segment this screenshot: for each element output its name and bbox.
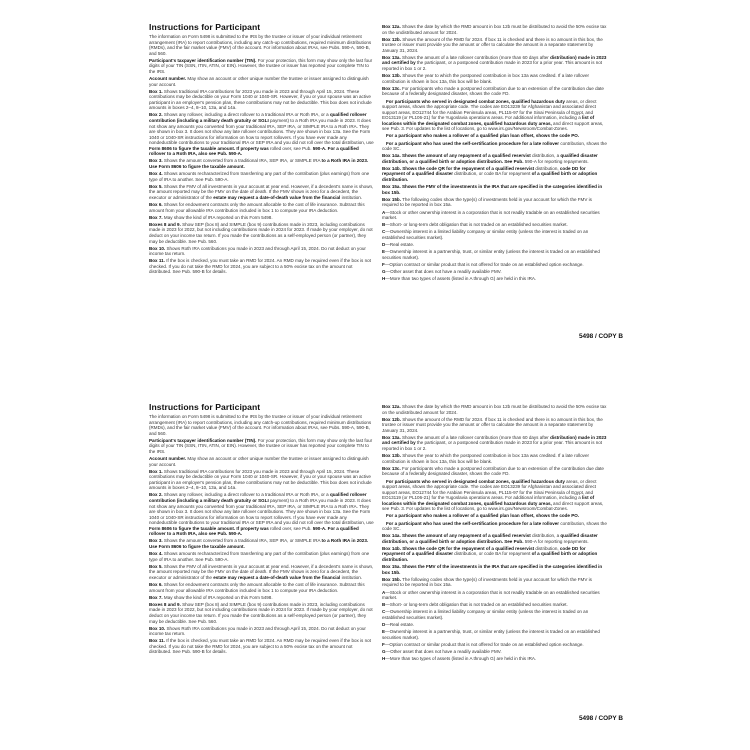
paragraph-lead: Box 3.	[149, 538, 163, 544]
instruction-paragraph	[382, 656, 608, 662]
body-text: 590-A for reporting repayments.	[523, 158, 589, 164]
instruction-paragraph	[382, 629, 608, 640]
paragraph-lead: D	[382, 242, 386, 248]
paragraph-lead: H	[382, 656, 386, 662]
body-text: —More than two types of assets (listed in A through G) are held in this IRA.	[385, 656, 537, 662]
instruction-paragraph	[382, 417, 608, 434]
paragraph-lead: Account number.	[149, 456, 187, 462]
page-title: Instructions for Participant	[149, 22, 261, 32]
emphasized-text: Form 8606 to figure the taxable amount. If property was	[149, 145, 269, 151]
paragraph-lead: Participant's taxpayer identification number (TIN).	[149, 437, 257, 443]
instruction-paragraph	[149, 202, 375, 213]
instruction-paragraph	[149, 414, 375, 436]
body-text: May show an account or other unique number the trustee or issuer assigned to distinguish your account.	[149, 76, 369, 87]
body-text: —Other asset that does not have a readily available FMV.	[385, 649, 502, 655]
body-text: If the box is checked, you must take an RMD for 2024. An RMD may be required even if the box is not checked. If you do not take the RMD for 2024, you are subject to a 50% excise tax on the amount not distributed. See Pub. 590-B for details.	[149, 258, 371, 275]
emphasized-text: list of locations within the designated combat zones, qualified hazardous duty areas,	[382, 495, 595, 506]
instruction-paragraph	[149, 258, 375, 275]
body-text: distribution, a	[530, 153, 561, 159]
body-text: —Short- or long-term debt obligation that is not traded on an established securities market.	[385, 222, 568, 228]
right-paragraphs	[382, 404, 608, 662]
body-text: Shows the amount of the RMD for 2024. If box 11 is checked and there is no amount in this box, the trustee or issuer must provide you the amount or offer to calculate the amount in a separate statement by January 31, 2024.	[382, 36, 603, 53]
instruction-paragraph	[382, 55, 608, 72]
body-text: Shows any rollover, including a direct rollover to a traditional IRA or Roth IRA, or a	[162, 492, 330, 498]
paragraph-lead: Box 4.	[149, 171, 163, 177]
instruction-paragraph	[382, 166, 608, 183]
paragraph-lead: Box 11.	[149, 258, 165, 264]
paragraph-lead: Box 10.	[149, 625, 166, 631]
paragraph-lead: Box 5.	[149, 563, 163, 569]
instruction-paragraph	[149, 76, 375, 87]
body-text: The information on Form 5498 is submitted to the IRS by the trustee or issuer of your individual retirement arrangement (IRA) to report contributions, including any catch-up contributions, required minimum distributions (RMDs), and the fair market value (FMV) of the account. For information about IRAs, see Pubs. 590-A, 590-B, and 560.	[149, 34, 372, 56]
instruction-paragraph	[149, 469, 375, 491]
emphasized-text: Form 8606 to figure the taxable amount. If property was	[149, 525, 269, 531]
instruction-paragraph	[382, 269, 608, 275]
instruction-paragraph	[149, 602, 375, 624]
instruction-paragraph	[149, 626, 375, 637]
instruction-paragraph	[382, 73, 608, 84]
body-text: Shows Roth IRA contributions you made in 2023 and through April 15, 2024. Do not deduct on your income tax return.	[149, 625, 366, 637]
emphasized-text: Shows the code QR for the repayment of a qualified reservist	[400, 165, 535, 171]
form-copy-label: 5498 / COPY B	[579, 333, 623, 340]
body-text: Show SEP (box 8) and SIMPLE (box 9) contributions made in 2023, including contributions made in 2023 for 2022, but not including contributions made in 2024 for 2023. If made by your employer, do not deduct on your income tax return. If you made the contributions as a self-employed person (or partner), they may be deductible. See Pub. 560.	[149, 601, 373, 624]
body-text: For participants who made a postponed contribution due to an extension of the contribution due date because of a federally designated disaster, shows the code FD.	[382, 85, 604, 97]
emphasized-text: qualified disaster distribution, or a qualified birth or adoption distribution. See Pub.	[382, 533, 598, 544]
body-text: Shows traditional IRA contributions for 2023 you made in 2023 and through April 15, 2024. These contributions may be deductible on your Form 1040 or 1040-SR. However, if you or your spouse was an active participant in an employer's pension plan, these contributions may not be deductible. This box does not include amounts in boxes 2–4, 8–10, 13a, and 14a.	[149, 468, 372, 491]
body-text: Shows for endowment contracts only the amount allocable to the cost of life insurance. Subtract this amount from your allowable IRA contribution included in box 1 to compute your IRA deduction.	[149, 202, 365, 213]
instruction-paragraph	[149, 551, 375, 562]
body-text: —Ownership interest in a partnership, trust, or similar entity (unless the interest is traded on an established securities market).	[382, 249, 600, 260]
paragraph-lead: B	[382, 602, 386, 608]
body-text: areas, or direct support areas, shows the appropriate code. The codes are EO13239 for Afghanistan and associated direct support areas, EO12744 for the Arabian Peninsula areas, PL115-97 for the Sinai Peninsula of Egypt, and EO13119 (or PL106-21) for the Yugoslavia operations areas. For additional information, including a	[382, 478, 597, 501]
paragraph-lead: Box 4.	[149, 551, 163, 557]
emphasized-text: to a Roth IRA in 2023. Use Form 8606 to figure the taxable amount.	[149, 538, 369, 549]
body-text: payment) to a Roth IRA you made in 2023. It does not show any amounts you converted from your traditional IRA, SEP IRA, or SIMPLE IRA to a Roth IRA. They are shown in box 3. It does not show any late rollover contributions. They are shown in box 13a. See the Form 1040 or 1040-SR instructions for information on how to report rollovers. If you have ever made any nondeductible contributions to your traditional IRA or SEP IRA and you did not roll over the total distribution, use	[149, 498, 374, 526]
emphasized-text: to a Roth IRA in 2023. Use Form 8606 to figure the taxable amount.	[149, 158, 369, 169]
instruction-paragraph	[382, 577, 608, 588]
paragraph-lead: Boxes 8 and 9.	[149, 221, 181, 227]
paragraph-lead: A	[382, 589, 386, 595]
body-text: Shows for endowment contracts only the amount allocable to the cost of life insurance. Subtract this amount from your allowable IRA contribution included in box 1 to compute your IRA deduction.	[149, 582, 365, 593]
body-text: distribution, or code BA for repayment	[453, 171, 532, 177]
paragraph-lead: Box 13c.	[382, 465, 401, 471]
instruction-paragraph	[382, 249, 608, 260]
instruction-paragraph	[382, 141, 608, 152]
body-text: Shows the date by which the RMD amount in box 12b must be distributed to avoid the 50% excise tax on the undistributed amount for 2024.	[382, 24, 607, 35]
left-paragraphs	[149, 34, 375, 275]
instruction-paragraph	[382, 86, 608, 97]
instruction-paragraph	[382, 479, 608, 512]
emphasized-text: Shows the amount of any repayment of a qualified reservist	[400, 533, 531, 539]
instruction-paragraph	[149, 222, 375, 244]
body-text: The following codes show the type(s) of investments held in your account for which the FMV is required to be reported in box 15a.	[382, 576, 592, 588]
body-text: contribution, shows the code SC.	[382, 140, 607, 152]
instruction-paragraph	[382, 649, 608, 655]
paragraph-lead: C	[382, 229, 386, 235]
paragraph-lead: Boxes 8 and 9.	[149, 601, 181, 607]
paragraph-lead: Box 1.	[149, 468, 163, 474]
left-column	[149, 402, 375, 657]
emphasized-text: of a qualified birth or adoption distribution.	[382, 171, 598, 183]
emphasized-text: qualified disaster distribution, or a qualified birth or adoption distribution. See Pub.	[382, 153, 598, 164]
emphasized-text: list of locations within the designated combat zones, qualified hazardous duty areas,	[382, 115, 595, 126]
paragraph-lead: B	[382, 222, 386, 228]
instruction-paragraph	[382, 602, 608, 608]
body-text: Shows the date by which the RMD amount in box 12b must be distributed to avoid the 50% excise tax on the undistributed amount for 2024.	[382, 404, 607, 415]
paragraph-lead: Box 13c.	[382, 85, 401, 91]
body-text: Shows traditional IRA contributions for 2023 you made in 2023 and through April 15, 2024. These contributions may be deductible on your Form 1040 or 1040-SR. However, if you or your spouse was an active participant in an employer's pension plan, these contributions may not be deductible. This box does not include amounts in boxes 2–4, 8–10, 13a, and 14a.	[149, 88, 372, 111]
instruction-paragraph	[382, 197, 608, 208]
paragraph-lead: Box 13a.	[382, 54, 401, 60]
right-paragraphs	[382, 24, 608, 282]
instruction-paragraph	[382, 609, 608, 620]
body-text: —Real estate.	[385, 622, 415, 628]
emphasized-text: Shows the FMV of the investments in the IRA that are specified in the categories identified in box 15b.	[382, 184, 603, 195]
body-text: rolled over, see Pub.	[268, 145, 313, 151]
body-text: distribution, a	[530, 533, 561, 539]
body-text: and direct support areas, see Pub. 3. For updates to the list of locations, go to www.irs.gov/Newsroom/Combat-Zones.	[382, 500, 604, 512]
paragraph-lead: Box 14a.	[382, 533, 401, 539]
body-text: 590-A for reporting repayments.	[523, 538, 589, 544]
instruction-paragraph	[149, 171, 375, 182]
paragraph-lead: D	[382, 622, 386, 628]
instruction-paragraph	[149, 638, 375, 655]
body-text: contribution, shows the code SC.	[382, 520, 607, 532]
body-text: —Ownership interest in a limited liability company or similar entity (unless the interest is traded on an established securities market).	[382, 229, 589, 240]
instruction-paragraph	[382, 564, 608, 575]
paragraph-lead: Box 14b.	[382, 165, 401, 171]
instruction-paragraph	[149, 438, 375, 455]
right-column	[382, 404, 608, 663]
instruction-paragraph	[149, 89, 375, 111]
paragraph-lead: F	[382, 261, 385, 267]
paragraph-lead: Box 6.	[149, 582, 163, 588]
body-text: institution.	[340, 194, 363, 200]
emphasized-text: For participants who served in designated combat zones, qualified hazardous duty	[386, 98, 565, 104]
emphasized-text: Shows the FMV of the investments in the IRA that are specified in the categories identified in box 15b.	[382, 564, 603, 575]
body-text: For participants who made a postponed contribution due to an extension of the contribution due date because of a federally designated disaster, shows the code FD.	[382, 465, 604, 477]
body-text: —More than two types of assets (listed in A through G) are held in this IRA.	[385, 276, 537, 282]
instruction-paragraph	[382, 404, 608, 415]
body-text: Show SEP (box 8) and SIMPLE (box 9) contributions made in 2023, including contributions made in 2023 for 2022, but not including contributions made in 2024 for 2023. If made by your employer, do not deduct on your income tax return. If you made the contributions as a self-employed person (or partner), they may be deductible. See Pub. 560.	[149, 221, 373, 244]
body-text: Shows the year to which the postponed contribution in box 13a was credited. If a late rollover contribution is shown in box 13a, this box will be blank.	[382, 73, 590, 84]
paragraph-lead: Box 10.	[149, 245, 166, 251]
paragraph-lead: Box 2.	[149, 112, 163, 118]
instruction-paragraph	[149, 456, 375, 467]
body-text: —Other asset that does not have a readily available FMV.	[385, 269, 502, 275]
paragraph-lead: Box 12b.	[382, 36, 401, 42]
body-text: the participant, or a postponed contribution made in 2023 for a prior year. This amount is not reported in box 1 or 2.	[382, 440, 603, 452]
body-text: The information on Form 5498 is submitted to the IRS by the trustee or issuer of your individual retirement arrangement (IRA) to report contributions, including any catch-up contributions, required minimum distributions (RMDs), and the fair market value (FMV) of the account. For information about IRAs, see Pubs. 590-A, 590-B, and 560.	[149, 414, 372, 436]
body-text: If the box is checked, you must take an RMD for 2024. An RMD may be required even if the box is not checked. If you do not take the RMD for 2024, you are subject to a 50% excise tax on the amount not distributed. See Pub. 590-B for details.	[149, 638, 371, 655]
instruction-paragraph	[382, 590, 608, 601]
body-text: —Short- or long-term debt obligation that is not traded on an established securities market.	[385, 602, 568, 608]
instruction-paragraph	[149, 58, 375, 75]
instruction-paragraph	[382, 533, 608, 544]
instruction-paragraph	[382, 229, 608, 240]
instruction-paragraph	[382, 99, 608, 132]
paragraph-lead: H	[382, 276, 386, 282]
body-text: and direct support areas, see Pub. 3. For updates to the list of locations, go to www.irs.gov/Newsroom/Combat-Zones.	[382, 120, 604, 132]
body-text: For your protection, this form may show only the last four digits of your TIN (SSN, ITIN, ATIN, or EIN). However, the trustee or issuer has reported your complete TIN to the IRS.	[149, 437, 373, 454]
body-text: Shows amounts recharacterized from transferring any part of the contribution (plus earnings) from one type of IRA to another. See Pub. 590-A.	[149, 171, 370, 182]
body-text: Shows the amount converted from a traditional IRA, SEP IRA, or SIMPLE IRA	[162, 538, 322, 544]
body-text: Shows the amount of a late rollover contribution (more than 60 days after	[400, 434, 551, 440]
instruction-paragraph	[149, 184, 375, 201]
paragraph-lead: Box 6.	[149, 202, 163, 208]
instruction-paragraph	[382, 466, 608, 477]
paragraph-lead: Account number.	[149, 76, 187, 82]
paragraph-lead: Box 14a.	[382, 153, 401, 159]
instruction-paragraph	[382, 24, 608, 35]
right-column	[382, 24, 608, 283]
body-text: Shows the FMV of all investments in your account at year end. However, if a decedent's name is shown, the amount reported may be the FMV on the date of death. If the FMV shown is zero for a decedent, the executor or administrator of the	[149, 183, 374, 200]
instruction-paragraph	[149, 34, 375, 56]
emphasized-text: Shows the code QR for the repayment of a qualified reservist	[400, 545, 535, 551]
instruction-paragraph	[382, 521, 608, 532]
body-text: Shows Roth IRA contributions you made in 2023 and through April 15, 2024. Do not deduct on your income tax return.	[149, 245, 366, 257]
instruction-paragraph	[149, 582, 375, 593]
paragraph-lead: C	[382, 609, 386, 615]
body-text: the participant, or a postponed contribution made in 2023 for a prior year. This amount is not reported in box 1 or 2.	[382, 60, 603, 72]
emphasized-text: For participants who served in designated combat zones, qualified hazardous duty	[386, 478, 565, 484]
body-text: —Stock or other ownership interest in a corporation that is not readily tradable on an established securities market.	[382, 209, 600, 221]
paragraph-lead: Box 7.	[149, 594, 163, 600]
paragraph-lead: Box 15b.	[382, 576, 401, 582]
emphasized-text: Shows the amount of any repayment of a qualified reservist	[400, 153, 531, 159]
emphasized-text: 590-A. For a qualified rollover to a Roth IRA, also see Pub. 590-A.	[149, 145, 359, 157]
body-text: distribution,	[534, 545, 560, 551]
emphasized-text: code DD for repayment of a qualified disaster	[382, 545, 586, 557]
instruction-paragraph	[382, 210, 608, 221]
paragraph-lead: Box 13b.	[382, 453, 401, 459]
paragraph-lead: Box 14b.	[382, 545, 401, 551]
instruction-paragraph	[149, 564, 375, 581]
emphasized-text: distribution) made in 2023 and certified by	[382, 54, 607, 66]
instruction-paragraph	[149, 595, 375, 601]
paragraph-lead: E	[382, 249, 386, 255]
instruction-paragraph	[382, 513, 608, 519]
paragraph-lead: E	[382, 629, 386, 635]
instruction-paragraph	[149, 158, 375, 169]
paragraph-lead: Box 12b.	[382, 416, 401, 422]
paragraph-lead: G	[382, 269, 386, 275]
body-text: —Stock or other ownership interest in a corporation that is not readily tradable on an established securities market.	[382, 589, 600, 601]
paragraph-lead: Box 2.	[149, 492, 163, 498]
emphasized-text: code DD for repayment of a qualified disaster	[382, 165, 586, 177]
body-text: Shows the amount of a late rollover contribution (more than 60 days after	[400, 54, 551, 60]
body-text: Shows any rollover, including a direct rollover to a traditional IRA or Roth IRA, or a	[162, 112, 330, 118]
body-text: —Option contract or similar product that is not offered for trade on an established option exchange.	[384, 641, 584, 647]
instruction-paragraph	[382, 276, 608, 282]
body-text: —Option contract or similar product that is not offered for trade on an established option exchange.	[384, 261, 584, 267]
instruction-paragraph	[382, 435, 608, 452]
body-text: areas, or direct support areas, shows the appropriate code. The codes are EO13239 for Afghanistan and associated direct support areas, EO12744 for the Arabian Peninsula areas, PL115-97 for the Sinai Peninsula of Egypt, and EO13119 (or PL106-21) for the Yugoslavia operations areas. For additional information, including a	[382, 98, 597, 121]
emphasized-text: For a participant who makes a rollover of a qualified plan loan offset, shows the code PO.	[386, 133, 580, 139]
instruction-paragraph	[382, 642, 608, 648]
emphasized-text: For a participant who makes a rollover of a qualified plan loan offset, shows the code PO.	[386, 513, 580, 519]
paragraph-lead: Participant's taxpayer identification number (TIN).	[149, 57, 257, 63]
left-column	[149, 22, 375, 277]
left-paragraphs	[149, 414, 375, 655]
body-text: Shows the FMV of all investments in your account at year end. However, if a decedent's name is shown, the amount reported may be the FMV on the date of death. If the FMV shown is zero for a decedent, the executor or administrator of the	[149, 563, 374, 580]
paragraph-lead: Box 5.	[149, 183, 163, 189]
body-text: Shows amounts recharacterized from transferring any part of the contribution (plus earnings) from one type of IRA to another. See Pub. 590-A.	[149, 551, 370, 562]
instruction-paragraph	[382, 222, 608, 228]
emphasized-text: estate may request a date-of-death value from the financial	[213, 574, 341, 580]
instruction-paragraph	[382, 37, 608, 54]
body-text: Shows the amount of the RMD for 2024. If box 11 is checked and there is no amount in this box, the trustee or issuer must provide you the amount or offer to calculate the amount in a separate statement by January 31, 2024.	[382, 416, 603, 433]
emphasized-text: For a participant who has used the self-certification procedure for a late rollover	[386, 140, 560, 146]
paragraph-lead: A	[382, 209, 386, 215]
body-text: distribution, or code BA for repayment	[453, 551, 532, 557]
emphasized-text: qualified rollover contribution (including a military death gratuity or SGLI	[149, 112, 367, 124]
body-text: —Ownership interest in a limited liability company or similar entity (unless the interest is traded on an established securities market).	[382, 609, 589, 620]
emphasized-text: For a participant who has used the self-certification procedure for a late rollover	[386, 520, 560, 526]
instruction-paragraph	[149, 492, 375, 536]
paragraph-lead: Box 1.	[149, 88, 163, 94]
body-text: For your protection, this form may show only the last four digits of your TIN (SSN, ITIN, ATIN, or EIN). However, the trustee or issuer has reported your complete TIN to the IRS.	[149, 57, 373, 74]
instruction-paragraph	[149, 112, 375, 156]
form-copy-label: 5498 / COPY B	[579, 715, 623, 722]
body-text: Shows the year to which the postponed contribution in box 13a was credited. If a late rollover contribution is shown in box 13a, this box will be blank.	[382, 453, 590, 464]
body-text: May show the kind of IRA reported on this Form 5498.	[162, 594, 273, 600]
body-text: payment) to a Roth IRA you made in 2023. It does not show any amounts you converted from your traditional IRA, SEP IRA, or SIMPLE IRA to a Roth IRA. They are shown in box 3. It does not show any late rollover contributions. They are shown in box 13a. See the Form 1040 or 1040-SR instructions for information on how to report rollovers. If you have ever made any nondeductible contributions to your traditional IRA or SEP IRA and you did not roll over the total distribution, use	[149, 118, 374, 146]
body-text: Shows the amount converted from a traditional IRA, SEP IRA, or SIMPLE IRA	[162, 158, 322, 164]
paragraph-lead: Box 13b.	[382, 73, 401, 79]
emphasized-text: 590-A. For a qualified rollover to a Roth IRA, also see Pub. 590-A.	[149, 525, 359, 537]
body-text: The following codes show the type(s) of investments held in your account for which the FMV is required to be reported in box 15a.	[382, 196, 592, 208]
emphasized-text: of a qualified birth or adoption distribution.	[382, 551, 598, 563]
paragraph-lead: Box 13a.	[382, 434, 401, 440]
instruction-paragraph	[382, 546, 608, 563]
paragraph-lead: Box 15a.	[382, 184, 401, 190]
instruction-paragraph	[149, 215, 375, 221]
body-text: rolled over, see Pub.	[268, 525, 313, 531]
paragraph-lead: Box 15a.	[382, 564, 401, 570]
body-text: May show an account or other unique number the trustee or issuer assigned to distinguish your account.	[149, 456, 369, 467]
paragraph-lead: Box 7.	[149, 214, 163, 220]
paragraph-lead: Box 3.	[149, 158, 163, 164]
paragraph-lead: Box 12a.	[382, 404, 401, 409]
body-text: distribution,	[534, 165, 560, 171]
body-text: institution.	[340, 574, 363, 580]
emphasized-text: distribution) made in 2023 and certified by	[382, 434, 607, 446]
body-text: —Real estate.	[385, 242, 415, 248]
body-text: —Ownership interest in a partnership, trust, or similar entity (unless the interest is traded on an established securities market).	[382, 629, 600, 640]
body-text: May show the kind of IRA reported on this Form 5498.	[162, 214, 273, 220]
paragraph-lead: F	[382, 641, 385, 647]
instruction-paragraph	[382, 453, 608, 464]
paragraph-lead: Box 11.	[149, 638, 165, 644]
instruction-paragraph	[382, 262, 608, 268]
instruction-paragraph	[382, 184, 608, 195]
page-title: Instructions for Participant	[149, 402, 261, 412]
instruction-paragraph	[382, 153, 608, 164]
instruction-paragraph	[149, 538, 375, 549]
emphasized-text: qualified rollover contribution (including a military death gratuity or SGLI	[149, 492, 367, 504]
instruction-paragraph	[382, 622, 608, 628]
instruction-paragraph	[382, 133, 608, 139]
instruction-paragraph	[382, 242, 608, 248]
emphasized-text: estate may request a date-of-death value from the financial	[213, 194, 341, 200]
paragraph-lead: Box 15b.	[382, 196, 401, 202]
paragraph-lead: Box 12a.	[382, 24, 401, 29]
instruction-paragraph	[149, 246, 375, 257]
paragraph-lead: G	[382, 649, 386, 655]
